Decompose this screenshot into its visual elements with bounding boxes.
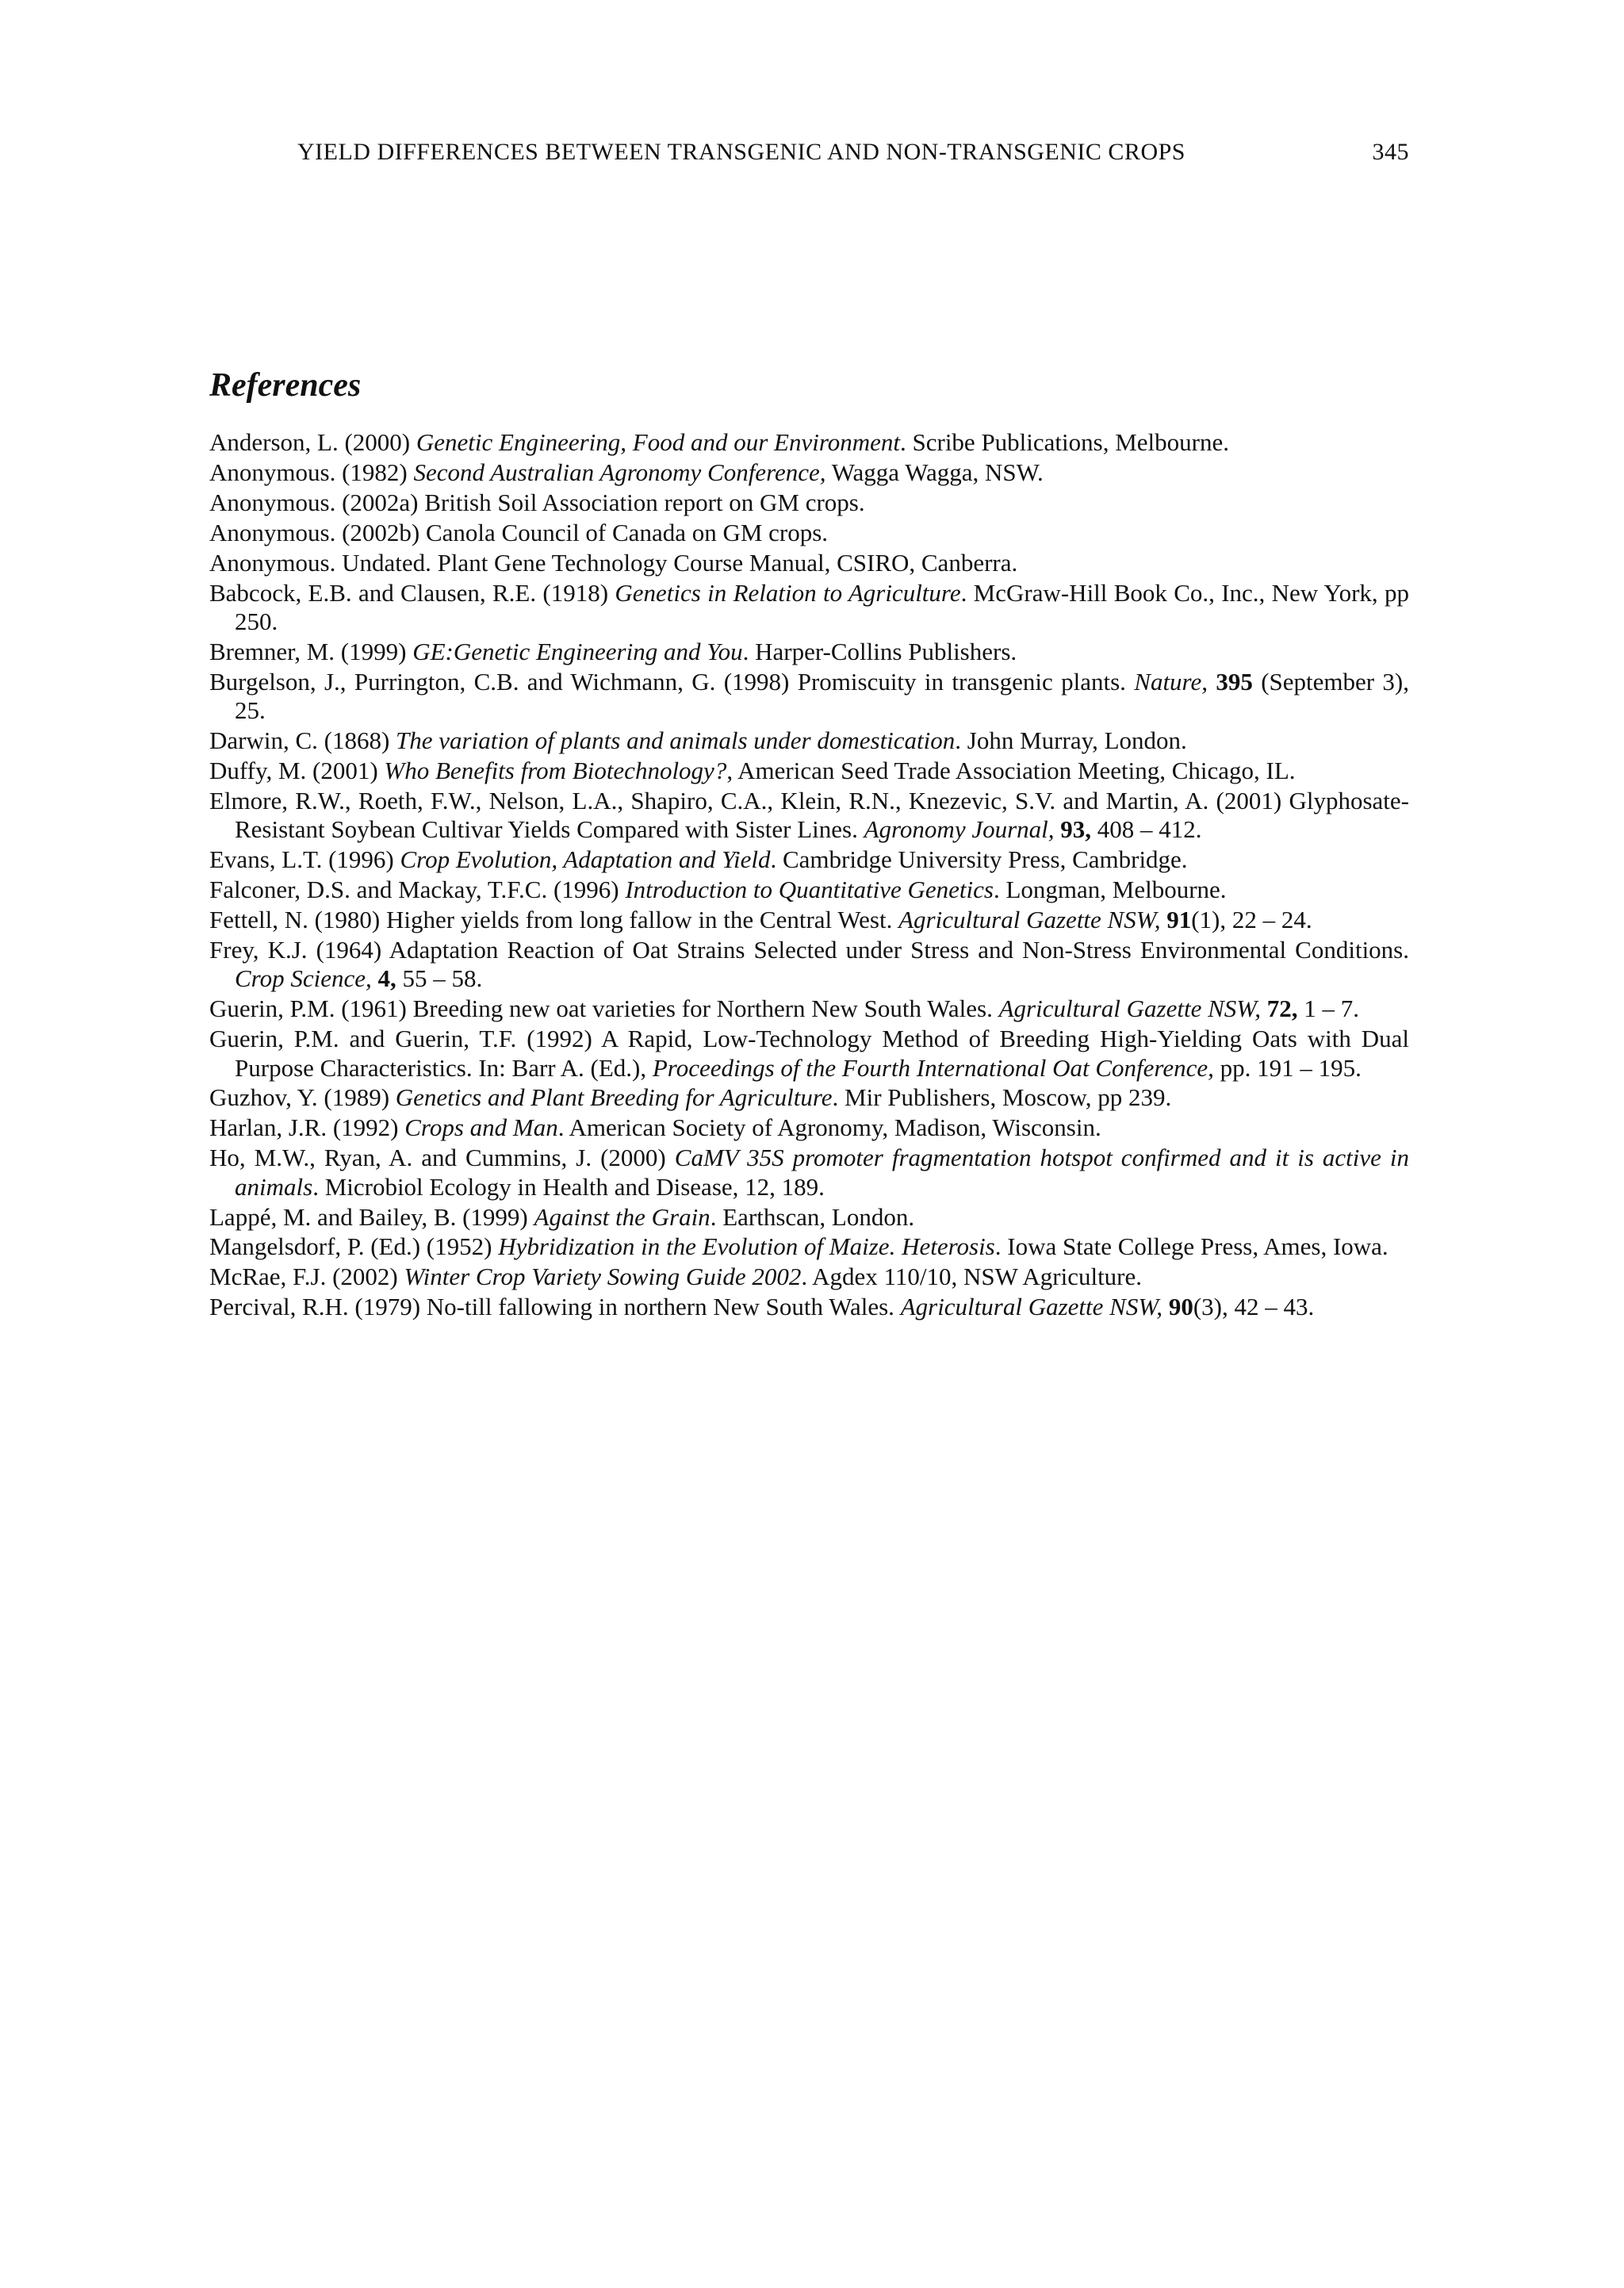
reference-post: . Scribe Publications, Melbourne. bbox=[900, 428, 1229, 456]
reference-post: . Microbiol Ecology in Health and Disease, 12, 189. bbox=[312, 1172, 825, 1201]
reference-post: (1), 22 – 24. bbox=[1191, 906, 1312, 933]
reference-item bbox=[209, 1083, 1409, 1112]
running-head-title: YIELD DIFFERENCES BETWEEN TRANSGENIC AND NON-TRANSGENIC CROPS bbox=[297, 139, 1185, 165]
reference-pre: Lappé, M. and Bailey, B. (1999) bbox=[209, 1202, 534, 1231]
reference-ital: Genetics and Plant Breeding for Agriculture bbox=[395, 1083, 833, 1112]
reference-post: . McGraw-Hill Book Co., Inc., New York, pp 250. bbox=[235, 578, 1410, 635]
reference-pre: Percival, R.H. (1979) No-till fallowing in northern New South Wales. bbox=[209, 1293, 901, 1321]
reference-ital: Winter Crop Variety Sowing Guide 2002 bbox=[404, 1263, 802, 1291]
reference-item bbox=[209, 1263, 1409, 1291]
running-head bbox=[297, 136, 1409, 168]
reference-pre: Elmore, R.W., Roeth, F.W., Nelson, L.A., Shapiro, C.A., Klein, R.N., Knezevic, S.V. and Martin, A. (2001) Glyphosate-Resistant Soybean Cultivar Yields Compared with Sister Lines. bbox=[209, 786, 1409, 844]
reference-item bbox=[209, 1232, 1409, 1261]
reference-item bbox=[209, 787, 1409, 845]
reference-ital: Crop Science, bbox=[235, 964, 372, 993]
reference-item bbox=[209, 995, 1409, 1023]
reference-item bbox=[209, 638, 1409, 666]
reference-post: . Agdex 110/10, NSW Agriculture. bbox=[801, 1263, 1143, 1291]
reference-post: . Iowa State College Press, Ames, Iowa. bbox=[994, 1232, 1388, 1261]
reference-pre: Anonymous. (1982) bbox=[209, 458, 414, 486]
reference-ital: CaMV 35S promoter fragmentation hotspot confirmed and it is active in animals bbox=[235, 1144, 1410, 1201]
reference-pre: Anderson, L. (2000) bbox=[209, 428, 416, 456]
reference-post: 408 – 412. bbox=[1091, 815, 1202, 844]
reference-pre: Harlan, J.R. (1992) bbox=[209, 1113, 405, 1142]
reference-mid bbox=[372, 964, 378, 992]
reference-pre: Darwin, C. (1868) bbox=[209, 726, 396, 755]
reference-bold: 90 bbox=[1168, 1293, 1193, 1321]
reference-pre: McRae, F.J. (2002) bbox=[209, 1263, 404, 1291]
reference-item bbox=[209, 668, 1409, 726]
reference-item bbox=[209, 1113, 1409, 1142]
reference-ital: Against the Grain bbox=[534, 1202, 710, 1231]
reference-item bbox=[209, 1203, 1409, 1232]
reference-pre: Babcock, E.B. and Clausen, R.E. (1918) bbox=[209, 578, 615, 607]
reference-pre: Duffy, M. (2001) bbox=[209, 756, 385, 784]
reference-pre: Guerin, P.M. (1961) Breeding new oat varieties for Northern New South Wales. bbox=[209, 995, 999, 1023]
reference-post: Wagga Wagga, NSW. bbox=[825, 458, 1044, 486]
reference-pre: Anonymous. Undated. Plant Gene Technology Course Manual, CSIRO, Canberra. bbox=[209, 548, 1018, 577]
reference-ital: Who Benefits from Biotechnology? bbox=[384, 756, 727, 784]
reference-ital: Crops and Man bbox=[404, 1113, 558, 1142]
reference-bold: 4, bbox=[377, 964, 396, 993]
reference-ital: Nature, bbox=[1134, 667, 1208, 696]
reference-ital: Genetics in Relation to Agriculture bbox=[615, 578, 961, 607]
reference-pre: Mangelsdorf, P. (Ed.) (1952) bbox=[209, 1232, 499, 1261]
reference-pre: Guerin, P.M. and Guerin, T.F. (1992) A Rapid, Low-Technology Method of Breeding High-Yielding Oats with Dual Purpose Characteristics. In: Barr A. (Ed.), bbox=[209, 1025, 1409, 1082]
reference-pre: Burgelson, J., Purrington, C.B. and Wichmann, G. (1998) Promiscuity in transgenic plants. bbox=[209, 667, 1135, 696]
reference-pre: Guzhov, Y. (1989) bbox=[209, 1083, 396, 1112]
reference-post: . Mir Publishers, Moscow, pp 239. bbox=[832, 1083, 1172, 1112]
reference-pre: Ho, M.W., Ryan, A. and Cummins, J. (2000) bbox=[209, 1144, 675, 1172]
reference-post: . John Murray, London. bbox=[955, 726, 1187, 755]
reference-post: . American Society of Agronomy, Madison, Wisconsin. bbox=[557, 1113, 1101, 1142]
reference-item bbox=[209, 549, 1409, 577]
reference-bold: 395 bbox=[1216, 667, 1253, 696]
reference-item bbox=[209, 845, 1409, 874]
reference-item bbox=[209, 458, 1409, 487]
reference-bold: 72, bbox=[1266, 995, 1298, 1023]
reference-mid bbox=[1162, 1293, 1169, 1320]
reference-list bbox=[209, 428, 1409, 1323]
reference-post: (September 3), 25. bbox=[235, 667, 1410, 725]
reference-pre: Frey, K.J. (1964) Adaptation Reaction of Oat Strains Selected under Stress and Non-Stress Environmental Conditions. bbox=[209, 935, 1409, 964]
reference-ital: The variation of plants and animals under domestication bbox=[396, 726, 956, 755]
reference-post: . Cambridge University Press, Cambridge. bbox=[770, 845, 1188, 874]
reference-item bbox=[209, 489, 1409, 517]
reference-ital: Hybridization in the Evolution of Maize. Heterosis bbox=[498, 1232, 995, 1261]
reference-ital: Proceedings of the Fourth International Oat Conference, bbox=[652, 1053, 1214, 1082]
reference-item bbox=[209, 1025, 1409, 1083]
reference-pre: Anonymous. (2002b) Canola Council of Canada on GM crops. bbox=[209, 518, 829, 546]
reference-post: . Harper-Collins Publishers. bbox=[742, 637, 1017, 665]
reference-ital: Agricultural Gazette NSW, bbox=[998, 995, 1261, 1023]
reference-pre: Evans, L.T. (1996) bbox=[209, 845, 400, 874]
reference-item bbox=[209, 757, 1409, 785]
reference-post: . Longman, Melbourne. bbox=[993, 876, 1227, 904]
reference-item bbox=[209, 428, 1409, 457]
reference-bold: 93, bbox=[1060, 815, 1092, 844]
reference-pre: Bremner, M. (1999) bbox=[209, 637, 413, 665]
section-title: References bbox=[209, 367, 362, 404]
reference-post: , American Seed Trade Association Meeting, Chicago, IL. bbox=[726, 756, 1296, 784]
reference-ital: GE:Genetic Engineering and You bbox=[412, 637, 743, 665]
reference-ital: Genetic Engineering, Food and our Environment bbox=[416, 428, 900, 456]
reference-ital: Agricultural Gazette NSW, bbox=[898, 906, 1161, 933]
reference-item bbox=[209, 936, 1409, 994]
reference-post: (3), 42 – 43. bbox=[1193, 1293, 1315, 1321]
reference-bold: 91 bbox=[1166, 906, 1192, 933]
reference-ital: Second Australian Agronomy Conference, bbox=[413, 458, 826, 486]
reference-post: . Earthscan, London. bbox=[710, 1202, 915, 1231]
reference-item bbox=[209, 519, 1409, 547]
reference-mid bbox=[1261, 995, 1267, 1022]
reference-item bbox=[209, 1293, 1409, 1321]
reference-ital: Introduction to Quantitative Genetics bbox=[625, 876, 994, 904]
reference-pre: Fettell, N. (1980) Higher yields from long fallow in the Central West. bbox=[209, 906, 899, 933]
page-number: 345 bbox=[1372, 139, 1409, 165]
reference-pre: Falconer, D.S. and Mackay, T.F.C. (1996) bbox=[209, 876, 626, 904]
reference-ital: Agricultural Gazette NSW, bbox=[900, 1293, 1163, 1321]
reference-post: 1 – 7. bbox=[1297, 995, 1359, 1023]
reference-item bbox=[209, 906, 1409, 934]
reference-ital: Crop Evolution, Adaptation and Yield bbox=[400, 845, 771, 874]
reference-pre: Anonymous. (2002a) British Soil Association report on GM crops. bbox=[209, 488, 865, 516]
reference-post: 55 – 58. bbox=[396, 964, 483, 993]
reference-item bbox=[209, 726, 1409, 755]
reference-ital: Agronomy Journal, bbox=[864, 815, 1055, 844]
reference-item bbox=[209, 876, 1409, 904]
reference-mid bbox=[1208, 668, 1216, 696]
reference-item bbox=[209, 1144, 1409, 1201]
reference-item bbox=[209, 579, 1409, 637]
reference-post: pp. 191 – 195. bbox=[1213, 1053, 1362, 1082]
